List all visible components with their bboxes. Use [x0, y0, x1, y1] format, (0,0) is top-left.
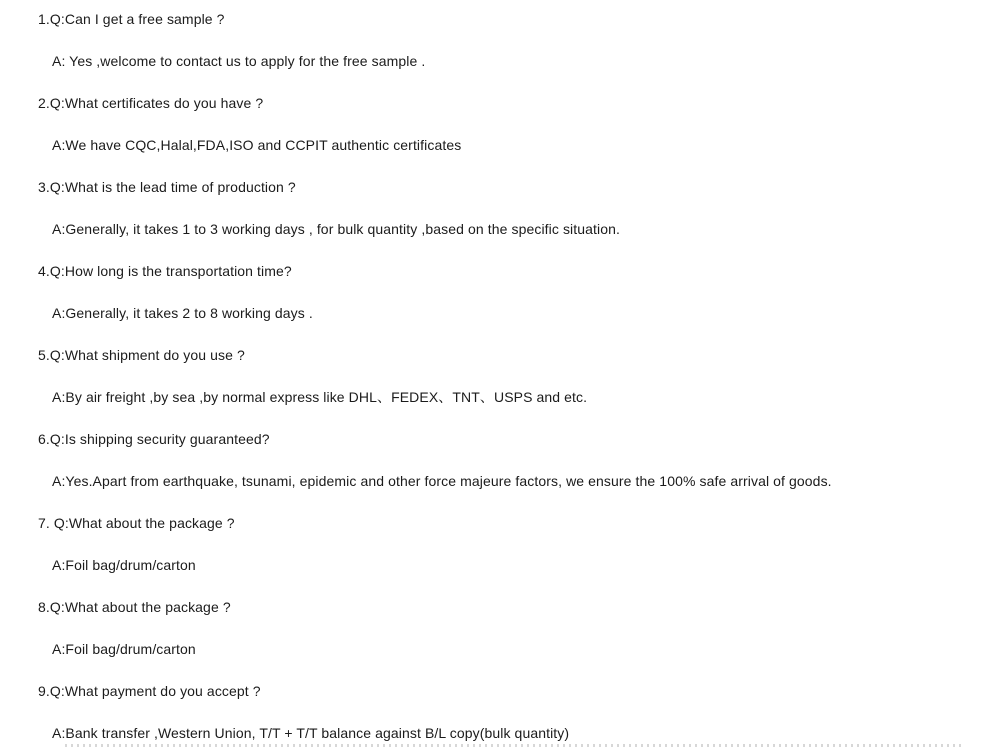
faq-question: 4.Q:How long is the transportation time?	[38, 263, 292, 279]
faq-item	[0, 166, 1000, 250]
faq-answer: A:Bank transfer ,Western Union, T/T + T/T balance against B/L copy(bulk quantity)	[52, 725, 570, 741]
faq-answer: A:Foil bag/drum/carton	[52, 641, 196, 657]
faq-question: 3.Q:What is the lead time of production ?	[38, 179, 296, 195]
faq-answer: A:Generally, it takes 1 to 3 working days , for bulk quantity ,based on the specific situation.	[52, 221, 620, 237]
faq-item	[0, 502, 1000, 586]
faq-item	[0, 0, 1000, 82]
faq-question: 2.Q:What certificates do you have ?	[38, 95, 264, 111]
faq-question: 9.Q:What payment do you accept ?	[38, 683, 261, 699]
faq-answer: A:Foil bag/drum/carton	[52, 557, 196, 573]
faq-answer: A:Generally, it takes 2 to 8 working days .	[52, 305, 313, 321]
faq-question: 5.Q:What shipment do you use ?	[38, 347, 245, 363]
faq-item	[0, 670, 1000, 750]
faq-item	[0, 418, 1000, 502]
faq-answer: A:We have CQC,Halal,FDA,ISO and CCPIT authentic certificates	[52, 137, 462, 153]
faq-question: 7. Q:What about the package ?	[38, 515, 235, 531]
faq-item	[0, 334, 1000, 418]
faq-answer: A: Yes ,welcome to contact us to apply for the free sample .	[52, 53, 426, 69]
faq-answer: A:By air freight ,by sea ,by normal express like DHL、FEDEX、TNT、USPS and etc.	[52, 389, 588, 405]
cropped-next-line-fragment	[65, 744, 965, 747]
faq-item	[0, 250, 1000, 334]
faq-question: 1.Q:Can I get a free sample ?	[38, 11, 225, 27]
faq-item	[0, 586, 1000, 670]
faq-question: 6.Q:Is shipping security guaranteed?	[38, 431, 270, 447]
faq-question: 8.Q:What about the package ?	[38, 599, 231, 615]
faq-item	[0, 82, 1000, 166]
faq-answer: A:Yes.Apart from earthquake, tsunami, epidemic and other force majeure factors, we ensure the 100% safe arrival of goods.	[52, 473, 832, 489]
